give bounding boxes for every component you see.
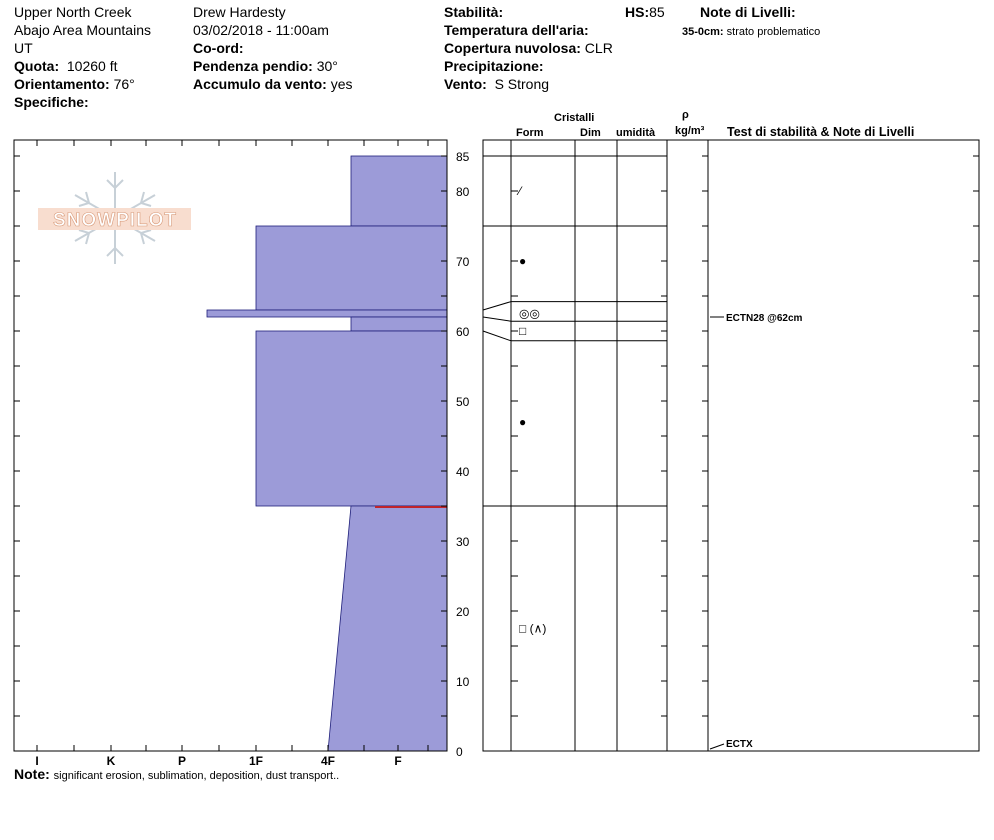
date-time: 03/02/2018 - 11:00am bbox=[193, 22, 329, 38]
stability-tests bbox=[710, 313, 803, 750]
air-temp-label: Temperatura dell'aria: bbox=[444, 22, 589, 38]
specifics-label: Specifiche: bbox=[14, 94, 89, 110]
y-label-20: 20 bbox=[456, 605, 470, 619]
wind-loading-label: Accumulo da vento: bbox=[193, 76, 327, 92]
layer-note-range: 35-0cm: bbox=[682, 26, 724, 38]
coords-label: Co-ord: bbox=[193, 40, 244, 56]
cloud-label: Copertura nuvolosa: bbox=[444, 40, 581, 56]
x-label-4F: 4F bbox=[320, 754, 336, 768]
cloud-value: CLR bbox=[584, 40, 613, 56]
crystal-form-4: ● bbox=[519, 415, 527, 429]
hardness-bar-2 bbox=[207, 310, 447, 317]
wind-value: S Strong bbox=[494, 76, 550, 92]
x-label-F: F bbox=[394, 754, 402, 768]
layer-connector-61.4 bbox=[483, 317, 511, 321]
layer-notes-label: Note di Livelli: bbox=[700, 4, 796, 20]
precip-label: Precipitazione: bbox=[444, 58, 544, 74]
x-label-P: P bbox=[177, 754, 187, 768]
hs-label: HS: bbox=[625, 4, 650, 20]
y-label-85: 85 bbox=[456, 150, 470, 164]
hardness-bar-4 bbox=[256, 331, 447, 506]
tests-header: Test di stabilità & Note di Livelli bbox=[727, 125, 915, 139]
form-header: Form bbox=[516, 127, 544, 139]
state: UT bbox=[14, 40, 33, 56]
y-label-10: 10 bbox=[456, 675, 470, 689]
location-name: Upper North Creek bbox=[14, 4, 132, 20]
x-label-I: I bbox=[35, 754, 39, 768]
y-label-40: 40 bbox=[456, 465, 470, 479]
layer-connector-64.2 bbox=[483, 302, 511, 310]
stability-label: Stabilità: bbox=[444, 4, 504, 20]
hardness-bar-0 bbox=[351, 156, 447, 226]
wind-label: Vento: bbox=[444, 76, 487, 92]
wind-loading-value: yes bbox=[330, 76, 353, 92]
note bbox=[14, 766, 339, 784]
layer-table-frame bbox=[483, 140, 979, 751]
crystal-forms bbox=[516, 184, 546, 636]
y-label-0: 0 bbox=[456, 745, 463, 759]
crystal-form-2: ◎◎ bbox=[519, 306, 540, 321]
crystal-form-5: □ (∧) bbox=[519, 621, 547, 636]
rho-header: ρ bbox=[682, 109, 689, 121]
hardness-bar-3 bbox=[351, 317, 447, 331]
height-axis-labels bbox=[456, 150, 470, 759]
test-arrow-1 bbox=[710, 744, 724, 749]
elevation-value: 10260 ft bbox=[66, 58, 118, 74]
x-label-1F: 1F bbox=[248, 754, 264, 768]
hardness-bar-1 bbox=[256, 226, 447, 310]
layer-note-text: strato problematico bbox=[726, 26, 821, 38]
aspect-label: Orientamento: bbox=[14, 76, 110, 92]
table-height-ticks bbox=[511, 156, 979, 751]
size-header: Dim bbox=[580, 127, 601, 139]
hardness-bar-5 bbox=[328, 506, 447, 751]
mountain-range: Abajo Area Mountains bbox=[14, 22, 151, 38]
moisture-header: umidità bbox=[616, 127, 656, 139]
observer: Drew Hardesty bbox=[193, 4, 286, 20]
note-text: significant erosion, sublimation, deposition, dust transport.. bbox=[53, 770, 340, 782]
y-label-60: 60 bbox=[456, 325, 470, 339]
density-header: kg/m³ bbox=[675, 125, 705, 137]
logo-text: SNOWPILOT bbox=[52, 210, 178, 231]
slope-value: 30° bbox=[316, 58, 338, 74]
test-label-0: ECTN28 @62cm bbox=[726, 313, 803, 324]
y-label-30: 30 bbox=[456, 535, 470, 549]
y-label-80: 80 bbox=[456, 185, 470, 199]
y-label-50: 50 bbox=[456, 395, 470, 409]
note-label: Note: bbox=[14, 766, 50, 782]
hs-value: 85 bbox=[649, 4, 665, 20]
layer-connector-58.6 bbox=[483, 331, 511, 341]
elevation-label: Quota: bbox=[14, 58, 60, 74]
test-label-1: ECTX bbox=[726, 739, 753, 750]
slope-label: Pendenza pendio: bbox=[193, 58, 313, 74]
aspect-value: 76° bbox=[113, 76, 135, 92]
x-label-K: K bbox=[106, 754, 116, 768]
y-label-70: 70 bbox=[456, 255, 470, 269]
crystal-form-3: □ bbox=[519, 324, 527, 338]
crystals-header: Cristalli bbox=[554, 112, 595, 124]
hardness-profile bbox=[207, 156, 447, 751]
crystal-form-0: ⁄ bbox=[519, 184, 522, 198]
crystal-form-1: ● bbox=[519, 254, 527, 268]
